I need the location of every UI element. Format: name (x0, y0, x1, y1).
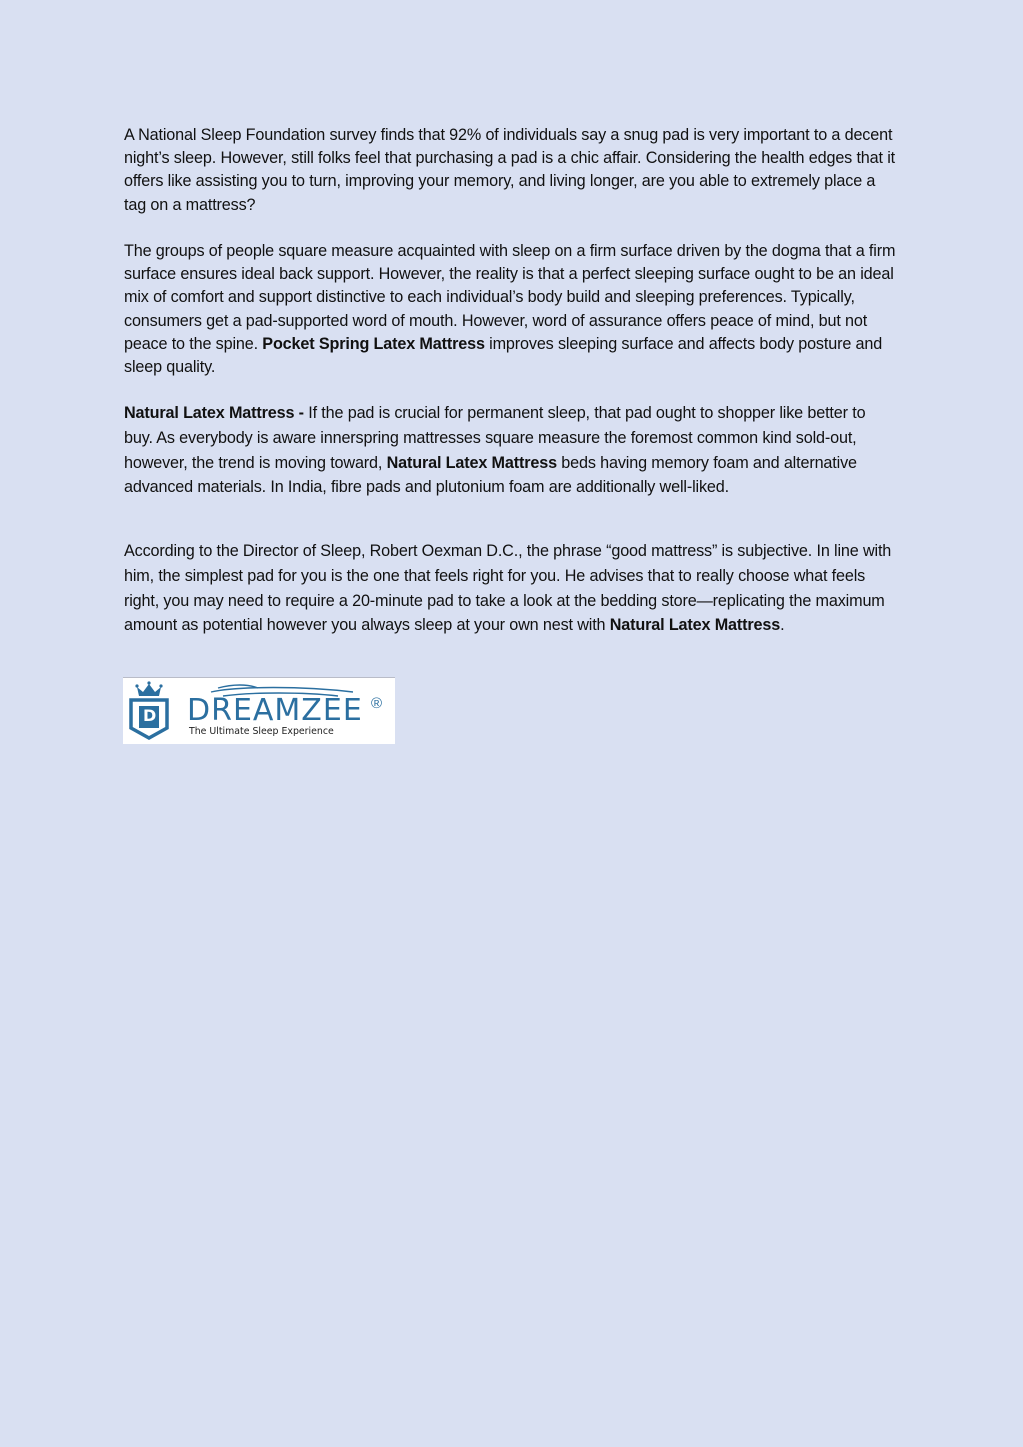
paragraph-director-quote (124, 539, 898, 638)
crown-icon (135, 681, 162, 696)
natural-latex-mattress-keyword-2: Natural Latex Mattress (609, 616, 781, 635)
paragraph-natural-latex-text: If the pad is crucial for permanent sleep, that pad ought to shopper like better to buy. As everybody is aware innerspring mattresses square measure the foremost common kind sold-out, however, the trend is moving toward, (124, 404, 866, 472)
natural-latex-mattress-heading: Natural Latex Mattress - (124, 404, 304, 422)
paragraph-firm-surface-text: The groups of people square measure acquainted with sleep on a firm surface driven by the dogma that a firm surface ensures ideal back support. However, the reality is that a perfect sleeping surface ought to be an ideal mix of comfort and support distinctive to each individual’s body build and sleeping preferences. Typically, consumers get a pad-supported word of mouth. However, word of assurance offers peace of mind, but not peace to the spine. (124, 242, 896, 353)
logo-brand-text: DREAMZEE (187, 693, 363, 728)
paragraph-natural-latex-tail: beds having memory foam and alternative advanced materials. In India, fibre pads and plutonium foam are additionally well-liked. (124, 453, 857, 497)
logo-tagline: The Ultimate Sleep Experience (189, 726, 334, 737)
paragraph-natural-latex (124, 401, 898, 500)
paragraph-survey-text: A National Sleep Foundation survey finds that 92% of individuals say a snug pad is very important to a decent night’s sleep. However, still folks feel that purchasing a pad is a chic affair. Considering the health edges that it offers like assisting you to turn, improving your memory, and living longer, are you able to extremely place a tag on a mattress? (124, 126, 896, 214)
paragraph-survey (124, 124, 898, 217)
shield-letter: D (143, 706, 157, 725)
paragraph-director-quote-text: According to the Director of Sleep, Robert Oexman D.C., the phrase “good mattress” is subjective. In line with him, the simplest pad for you is the one that feels right for you. He advises that to really choose what feels right, you may need to require a 20-minute pad to take a look at the bedding store—replicating the maximum amount as potential however you always sleep at your own nest with (124, 542, 892, 635)
paragraph-firm-surface (124, 240, 898, 379)
registered-mark: ® (371, 695, 383, 712)
natural-latex-mattress-keyword: Natural Latex Mattress (386, 453, 557, 472)
pocket-spring-latex-mattress-keyword: Pocket Spring Latex Mattress (262, 334, 485, 353)
paragraph-firm-surface-tail: improves sleeping surface and affects body posture and sleep quality. (124, 334, 883, 377)
dreamzee-logo (123, 677, 395, 744)
paragraph-director-quote-tail: . (780, 616, 785, 635)
